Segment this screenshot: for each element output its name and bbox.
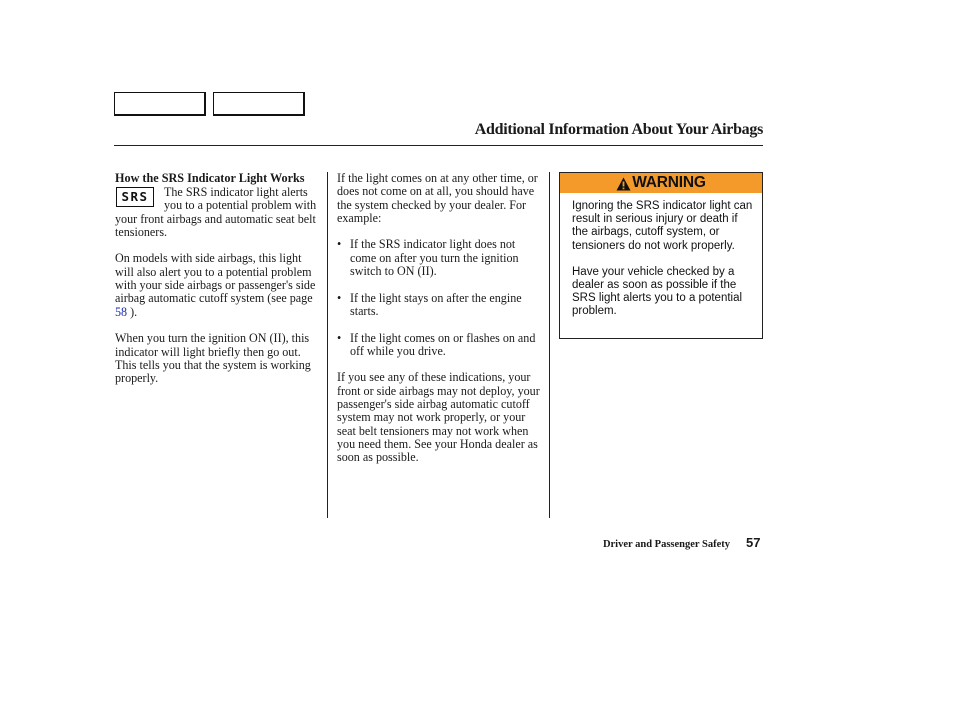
page-number: 57: [746, 535, 761, 550]
nav-next-button[interactable]: [213, 92, 305, 116]
warning-header: [560, 173, 762, 193]
bullet-item: [337, 332, 544, 359]
column-divider-right: [549, 172, 550, 518]
bullet-item: [337, 238, 544, 278]
ignition-paragraph: When you turn the ignition ON (II), this indicator will light briefly then go out. This tells you that the system is working properly.: [115, 331, 311, 386]
title-divider: [114, 145, 763, 146]
warning-text: Ignoring the SRS indicator light can result in serious injury or death if the airbags, cutoff system, or tensioners do not work properly.: [572, 200, 753, 252]
bullet-item: [337, 292, 544, 319]
bullet-icon: •: [337, 237, 342, 252]
side-airbag-text-end: ).: [127, 304, 138, 319]
column-divider-left: [327, 172, 328, 518]
column-left: [115, 172, 321, 385]
intro-paragraph: If the light comes on at any other time, or does not come on at all, you should have the system checked by your dealer. For example:: [337, 171, 538, 225]
warning-triangle-icon: [616, 177, 631, 191]
warning-body: [560, 193, 762, 319]
footer-section-title: Driver and Passenger Safety: [602, 539, 730, 550]
closing-paragraph: If you see any of these indications, your front or side airbags may not deploy, your passenger's side airbag automatic cutoff system may not work properly, or your seat belt tensioners may not work when you need them. See your Honda dealer as soon as possible.: [337, 370, 540, 465]
nav-previous-button[interactable]: [114, 92, 206, 116]
srs-description: The SRS indicator light alerts you to a potential problem with your front airbags and automatic seat belt tensioners.: [115, 185, 317, 239]
bullet-icon: •: [337, 290, 342, 305]
section-heading: How the SRS Indicator Light Works: [115, 171, 305, 185]
side-airbag-paragraph: [115, 252, 321, 318]
bullet-icon: •: [337, 330, 342, 345]
bullet-text: If the light comes on or flashes on and off while you drive.: [350, 330, 536, 358]
bullet-text: If the SRS indicator light does not come on after you turn the ignition switch to ON (II).: [350, 237, 519, 279]
warning-box: [559, 172, 763, 339]
side-airbag-text: On models with side airbags, this light will also alert you to a potential problem with your side airbags or passenger's side airbag automatic cutoff system (see page: [115, 251, 316, 306]
column-middle: [337, 172, 544, 465]
page-58-link[interactable]: 58: [115, 304, 128, 319]
warning-label: WARNING: [632, 174, 706, 191]
srs-indicator-icon: SRS: [116, 187, 154, 207]
page-title: Additional Information About Your Airbags: [474, 121, 763, 138]
warning-text: Have your vehicle checked by a dealer as soon as possible if the SRS light alerts you to a potential problem.: [572, 265, 743, 318]
bullet-text: If the light stays on after the engine starts.: [350, 290, 522, 318]
